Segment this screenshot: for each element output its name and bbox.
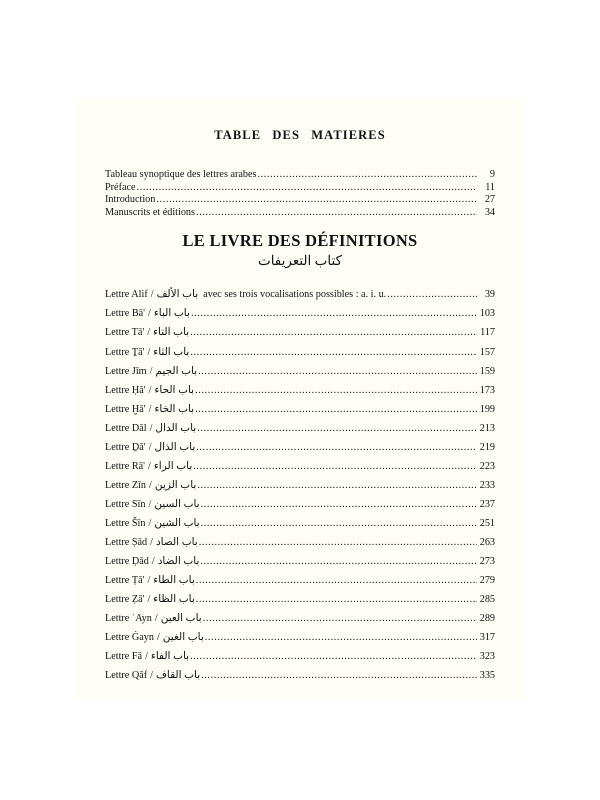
toc-leader-dots [196, 438, 477, 457]
toc-entry[interactable] [105, 628, 495, 647]
toc-entry-separator: / [149, 479, 152, 491]
toc-page-number: 103 [479, 308, 495, 320]
toc-entry-title: Lettre Ṣād [105, 536, 148, 548]
toc-entry-separator: / [148, 460, 151, 472]
toc-page-number: 199 [479, 403, 495, 415]
toc-entry-label [105, 362, 197, 381]
toc-entry-separator: / [150, 289, 154, 301]
toc-entry-title: Lettre Ḍād [105, 556, 149, 568]
toc-entry-label [105, 495, 200, 514]
toc-entry-arabic: باب القاف [155, 670, 201, 682]
toc-page-number: 9 [489, 169, 495, 180]
toc-entry-label [105, 381, 194, 400]
toc-entry-label [105, 571, 195, 590]
toc-page-number: 173 [479, 384, 495, 396]
toc-entry-arabic: باب الألف [156, 289, 199, 301]
toc-entry[interactable] [105, 495, 495, 514]
toc-entry-arabic: باب الثاء [153, 346, 190, 358]
toc-entry-separator: / [149, 422, 153, 434]
toc-page-number: 223 [479, 460, 495, 472]
toc-entry-separator: / [148, 517, 152, 529]
toc-entry[interactable] [105, 207, 495, 220]
toc-page-number: 279 [479, 575, 495, 587]
toc-entry[interactable] [105, 182, 495, 195]
toc-entry-title: Lettre Dāl [105, 422, 147, 434]
toc-entry-title: Lettre Fā [105, 651, 143, 663]
toc-leader-dots [200, 552, 477, 571]
toc-page-number: 233 [479, 479, 495, 491]
toc-entry-label [105, 647, 189, 666]
toc-page-number: 34 [484, 206, 495, 218]
toc-entry[interactable] [105, 419, 495, 438]
toc-leader-dots [196, 207, 477, 220]
toc-page-number: 323 [479, 651, 495, 663]
toc-entry[interactable] [105, 304, 495, 323]
toc-entry-title: Lettre Alif [105, 289, 148, 301]
toc-entry[interactable] [105, 343, 495, 362]
toc-entry[interactable] [105, 609, 495, 628]
toc-entry-label [105, 628, 204, 647]
toc-entry[interactable] [105, 476, 495, 495]
toc-entry-title: Lettre Jīm [105, 365, 147, 377]
toc-page-number: 317 [479, 632, 495, 644]
toc-entry-label [105, 323, 189, 342]
toc-entry[interactable] [105, 169, 495, 182]
toc-leader-dots [190, 343, 477, 362]
toc-entry-title: Lettre ʿAyn [105, 613, 152, 625]
toc-leader-dots [196, 571, 477, 590]
toc-page-number: 273 [479, 556, 495, 568]
book-title-arabic: كتاب التعريفات [257, 253, 342, 269]
toc-entry-label [105, 438, 195, 457]
toc-entry-arabic: باب الجيم [155, 365, 198, 377]
toc-entry-separator: / [150, 536, 153, 548]
toc-entry-title: Lettre Ḥā' [105, 384, 146, 396]
toc-page-number: 27 [484, 194, 495, 206]
toc-page-number: 335 [479, 670, 495, 682]
toc-entry-separator: / [150, 670, 153, 682]
toc-entry-label [105, 609, 202, 628]
toc-entry-label [105, 400, 194, 419]
toc-entry[interactable] [105, 552, 495, 571]
toc-leader-dots [201, 495, 477, 514]
toc-entry[interactable] [105, 285, 495, 304]
toc-entry-label: Manuscrits et éditions [105, 206, 195, 218]
toc-entry-title: Lettre Ḏā' [105, 441, 146, 453]
toc-leader-dots [205, 628, 477, 647]
toc-leader-dots [156, 194, 477, 207]
toc-entry-arabic: باب الدال [155, 422, 197, 434]
toc-entry-title: Lettre Ṭā' [105, 575, 145, 587]
toc-entry-arabic: باب الباء [153, 308, 190, 320]
toc-entry-separator: / [145, 651, 148, 663]
toc-leader-dots [190, 647, 477, 666]
toc-entry[interactable] [105, 323, 495, 342]
toc-entry-separator: / [147, 575, 151, 587]
toc-entry-label: Préface [105, 181, 136, 193]
toc-entry-arabic: باب الشين [154, 517, 200, 529]
toc-entry-separator: / [148, 308, 151, 320]
toc-entry-arabic: باب الضاد [157, 556, 200, 568]
book-page [75, 98, 525, 700]
toc-entry-arabic: باب الزين [154, 479, 197, 491]
toc-leader-dots [201, 514, 477, 533]
toc-entry[interactable] [105, 666, 495, 685]
toc-page-number: 39 [484, 289, 495, 301]
toc-entry-separator: / [147, 594, 151, 606]
toc-entry-label [105, 304, 190, 323]
toc-entry-title: Lettre Qāf [105, 670, 148, 682]
toc-page-number: 219 [479, 441, 495, 453]
toc-page-number: 11 [485, 181, 495, 193]
toc-entry[interactable] [105, 590, 495, 609]
toc-entry-arabic: باب الراء [153, 460, 193, 472]
toc-entry-title: Lettre Zīn [105, 479, 147, 491]
toc-entry[interactable] [105, 400, 495, 419]
page-title: TABLE DES MATIERES [214, 128, 386, 142]
front-matter-list [105, 169, 495, 219]
toc-entry-label: Introduction [105, 194, 156, 206]
toc-entry-note: avec ses trois vocalisations possibles : a. i. u. [203, 289, 387, 301]
toc-entry-arabic: باب السين [154, 498, 200, 510]
toc-entry-label [105, 285, 386, 304]
toc-entry-separator: / [151, 556, 155, 568]
toc-entry-label [105, 419, 196, 438]
toc-entry-separator: / [156, 632, 160, 644]
toc-entry-label [105, 343, 189, 362]
toc-entry[interactable] [105, 514, 495, 533]
toc-entry-separator: / [147, 327, 151, 339]
toc-entry-arabic: باب الصاد [156, 536, 198, 548]
toc-entry-separator: / [148, 441, 152, 453]
toc-entry-separator: / [154, 613, 158, 625]
toc-entry-title: Lettre Ġayn [105, 632, 154, 644]
toc-entry-arabic: باب الطاء [153, 575, 195, 587]
toc-page-number: 285 [479, 594, 495, 606]
toc-leader-dots [193, 457, 477, 476]
toc-leader-dots [201, 666, 477, 685]
toc-page-number: 289 [479, 613, 495, 625]
toc-page-number: 263 [479, 536, 495, 548]
toc-entry-label [105, 476, 196, 495]
toc-entry-title: Lettre Ḫā' [105, 403, 146, 415]
toc-leader-dots [203, 609, 477, 628]
toc-leader-dots [195, 400, 477, 419]
toc-entry[interactable] [105, 647, 495, 666]
toc-entry-title: Lettre Rā' [105, 460, 146, 472]
toc-entry-arabic: باب الذال [154, 441, 196, 453]
toc-leader-dots [191, 304, 477, 323]
toc-leader-dots [196, 590, 477, 609]
letters-list [105, 285, 495, 685]
toc-entry-separator: / [147, 346, 151, 358]
toc-entry-arabic: باب الغين [162, 632, 204, 644]
toc-entry-arabic: باب التاء [153, 327, 190, 339]
toc-entry-arabic: باب العين [160, 613, 202, 625]
toc-entry-separator: / [148, 384, 152, 396]
table-of-contents [105, 98, 495, 700]
toc-entry-label [105, 552, 199, 571]
toc-entry[interactable] [105, 571, 495, 590]
toc-entry[interactable] [105, 457, 495, 476]
toc-entry-separator: / [148, 403, 152, 415]
toc-entry-arabic: باب الظاء [153, 594, 195, 606]
toc-entry-arabic: باب الحاء [154, 384, 195, 396]
toc-page-number: 159 [479, 365, 495, 377]
book-title: LE LIVRE DES DÉFINITIONS [182, 231, 418, 251]
toc-page-number: 117 [480, 327, 495, 339]
toc-leader-dots [199, 533, 477, 552]
toc-leader-dots [197, 419, 477, 438]
toc-leader-dots [137, 182, 477, 195]
toc-entry-label [105, 590, 195, 609]
toc-entry-separator: / [149, 365, 153, 377]
toc-page-number: 213 [479, 422, 495, 434]
toc-entry-title: Lettre Tā' [105, 327, 145, 339]
toc-leader-dots [195, 381, 477, 400]
toc-entry[interactable] [105, 194, 495, 207]
toc-leader-dots [198, 362, 477, 381]
toc-entry[interactable] [105, 381, 495, 400]
toc-leader-dots [190, 323, 477, 342]
toc-entry-arabic: باب الفاء [150, 651, 190, 663]
toc-entry-label [105, 666, 200, 685]
toc-entry-separator: / [148, 498, 152, 510]
toc-entry-label [105, 533, 198, 552]
toc-entry-label: Tableau synoptique des lettres arabes [105, 169, 257, 180]
toc-entry[interactable] [105, 438, 495, 457]
book-title-block [105, 231, 495, 269]
toc-entry-title: Lettre Šīn [105, 517, 146, 529]
toc-entry-title: Lettre Ẓā' [105, 594, 145, 606]
toc-page-number: 237 [479, 498, 495, 510]
toc-leader-dots [257, 169, 477, 182]
toc-entry-title: Lettre Ṯā' [105, 346, 145, 358]
toc-leader-dots [197, 476, 477, 495]
toc-page-number: 251 [479, 517, 495, 529]
toc-entry-label [105, 514, 200, 533]
toc-leader-dots [387, 285, 477, 304]
toc-entry-title: Lettre Bā' [105, 308, 146, 320]
toc-entry-label [105, 457, 192, 476]
toc-entry-title: Lettre Sīn [105, 498, 146, 510]
toc-entry[interactable] [105, 533, 495, 552]
toc-entry[interactable] [105, 362, 495, 381]
toc-page-number: 157 [479, 346, 495, 358]
toc-entry-arabic: باب الخاء [154, 403, 195, 415]
